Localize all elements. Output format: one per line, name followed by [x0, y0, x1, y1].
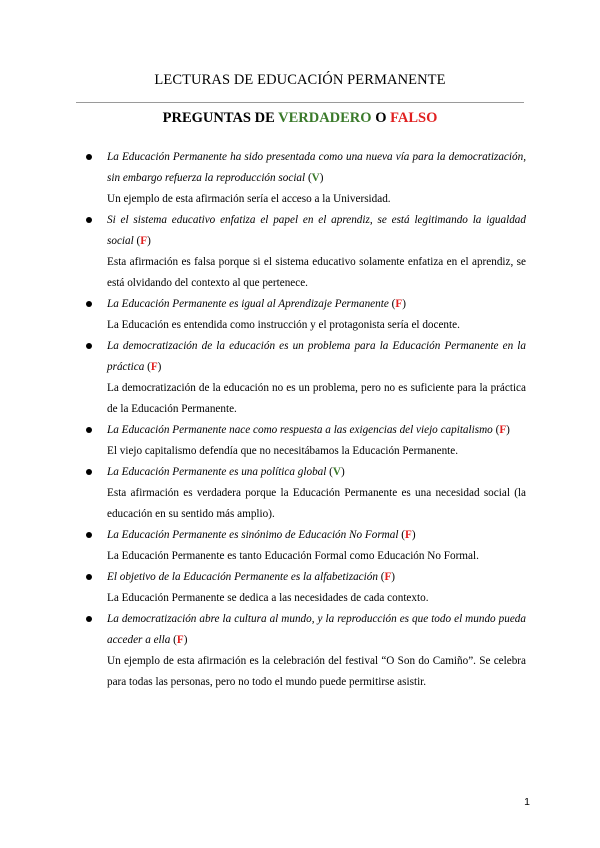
question-statement: Si el sistema educativo enfatiza el papel en el aprendiz, se está legitimando la igualdad social (F)	[107, 214, 526, 247]
question-statement: La Educación Permanente es sinónimo de Educación No Formal (F)	[107, 529, 416, 541]
question-statement: La Educación Permanente nace como respuesta a las exigencias del viejo capitalismo (F)	[107, 424, 510, 436]
bullet-icon	[86, 574, 92, 580]
verdict-true-badge: V	[332, 466, 341, 478]
statement-text: Si el sistema educativo enfatiza el papel en el aprendiz, se está legitimando la igualdad social	[107, 214, 526, 247]
question-item	[86, 147, 526, 210]
bullet-icon	[86, 616, 92, 622]
verdict-false-badge: F	[176, 634, 184, 646]
verdict-false-badge: F	[395, 298, 403, 310]
question-statement: La democratización abre la cultura al mundo, y la reproducción es que todo el mundo pueda acceder a ella (F)	[107, 613, 526, 646]
bullet-icon	[86, 469, 92, 475]
page-number: 1	[524, 796, 530, 808]
question-item	[86, 609, 526, 693]
verdict-false-badge: F	[404, 529, 412, 541]
statement-text: La Educación Permanente ha sido presentada como una nueva vía para la democratización, sin embargo refuerza la reproducción social	[107, 151, 526, 184]
subtitle-connector: O	[371, 110, 391, 126]
answer-explanation: La Educación es entendida como instrucción y el protagonista sería el docente.	[107, 319, 460, 331]
answer-explanation: Esta afirmación es falsa porque si el sistema educativo solamente enfatiza en el aprendiz, se está olvidando del contexto al que pertenece.	[107, 256, 526, 289]
statement-text: La Educación Permanente es sinónimo de Educación No Formal	[107, 529, 399, 541]
question-statement: La democratización de la educación es un problema para la Educación Permanente en la práctica (F)	[107, 340, 526, 373]
answer-explanation: El viejo capitalismo defendía que no necesitábamos la Educación Permanente.	[107, 445, 459, 457]
statement-text: La Educación Permanente nace como respuesta a las exigencias del viejo capitalismo	[107, 424, 493, 436]
answer-explanation: La democratización de la educación no es un problema, pero no es suficiente para la práctica de la Educación Permanente.	[107, 382, 526, 415]
answer-explanation: Un ejemplo de esta afirmación sería el acceso a la Universidad.	[107, 193, 391, 205]
statement-text: La democratización de la educación es un problema para la Educación Permanente en la práctica	[107, 340, 526, 373]
verdict-false-badge: F	[140, 235, 148, 247]
document-title: LECTURAS DE EDUCACIÓN PERMANENTE	[154, 72, 446, 88]
question-list	[86, 147, 526, 693]
bullet-icon	[86, 532, 92, 538]
statement-text: El objetivo de la Educación Permanente es la alfabetización	[107, 571, 378, 583]
answer-explanation: La Educación Permanente es tanto Educación Formal como Educación No Formal.	[107, 550, 479, 562]
subtitle-false-word: FALSO	[390, 110, 438, 126]
question-item	[86, 420, 526, 462]
answer-explanation: Un ejemplo de esta afirmación es la celebración del festival “O Son do Camiño”. Se celebra para todas las personas, pero no todo el mundo puede permitirse asistir.	[107, 655, 526, 688]
question-item	[86, 525, 526, 567]
bullet-icon	[86, 343, 92, 349]
question-statement: El objetivo de la Educación Permanente es la alfabetización (F)	[107, 571, 396, 583]
subtitle-prefix: PREGUNTAS DE	[162, 110, 279, 126]
question-item	[86, 210, 526, 294]
verdict-true-badge: V	[311, 172, 320, 184]
verdict-false-badge: F	[384, 571, 392, 583]
question-statement: La Educación Permanente es una política global (V)	[107, 466, 345, 478]
answer-explanation: La Educación Permanente se dedica a las necesidades de cada contexto.	[107, 592, 429, 604]
bullet-icon	[86, 301, 92, 307]
question-item	[86, 567, 526, 609]
statement-text: La democratización abre la cultura al mundo, y la reproducción es que todo el mundo pueda acceder a ella	[107, 613, 526, 646]
section-subtitle	[0, 110, 600, 127]
answer-explanation: Esta afirmación es verdadera porque la Educación Permanente es una necesidad social (la educación en su sentido más amplio).	[107, 487, 526, 520]
bullet-icon	[86, 154, 92, 160]
bullet-icon	[86, 427, 92, 433]
title-divider	[76, 102, 524, 103]
statement-text: La Educación Permanente es una política global	[107, 466, 327, 478]
question-statement: La Educación Permanente ha sido presentada como una nueva vía para la democratización, sin embargo refuerza la reproducción social (V)	[107, 151, 526, 184]
verdict-false-badge: F	[150, 361, 158, 373]
question-item	[86, 294, 526, 336]
subtitle-true-word: VERDADERO	[278, 110, 372, 126]
question-item	[86, 462, 526, 525]
question-statement: La Educación Permanente es igual al Aprendizaje Permanente (F)	[107, 298, 406, 310]
question-item	[86, 336, 526, 420]
statement-text: La Educación Permanente es igual al Aprendizaje Permanente	[107, 298, 389, 310]
verdict-false-badge: F	[499, 424, 507, 436]
bullet-icon	[86, 217, 92, 223]
